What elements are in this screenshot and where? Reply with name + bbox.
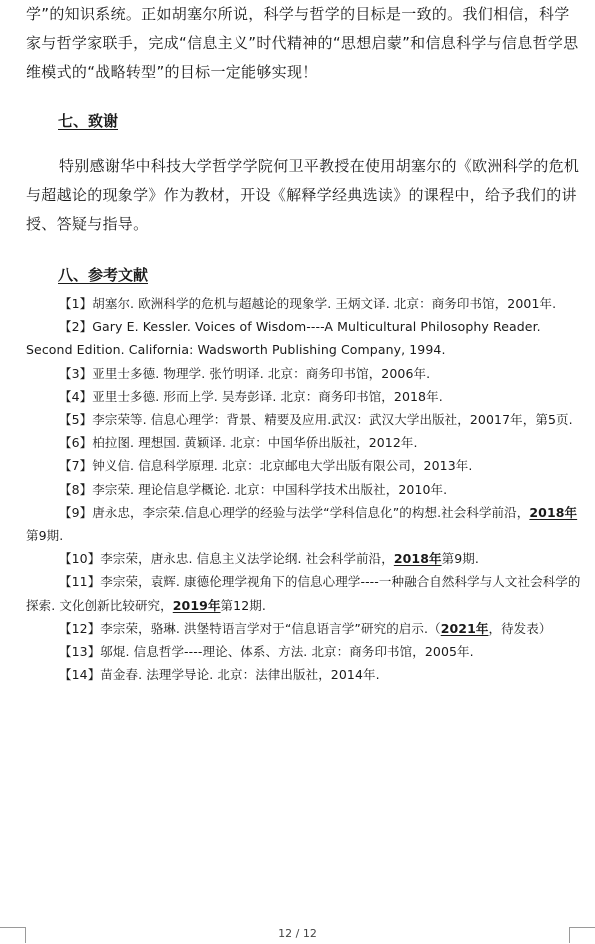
page-number: 12 / 12 (278, 927, 317, 940)
reference-text: 【12】李宗荣，骆琳. 洪堡特语言学对于“信息语言学”研究的启示.（ (59, 620, 441, 636)
reference-year-highlight: 2018年 (393, 551, 442, 567)
section-heading-acknowledgements: 七、致谢 (58, 112, 119, 130)
reference-item: 【8】李宗荣. 理论信息学概论. 北京：中国科学技术出版社，2010年. (59, 481, 448, 497)
reference-text: 【11】李宗荣，袁辉. 康德伦理学视角下的信息心理学----一种融合自然科学与人文社会科学的探索. 文化创新比较研究， (26, 574, 581, 613)
reference-item: 【7】钟义信. 信息科学原理. 北京：北京邮电大学出版有限公司，2013年. (59, 458, 473, 474)
reference-year-highlight: 2021年 (440, 620, 489, 636)
acknowledgements-paragraph: 特别感谢华中科技大学哲学学院何卫平教授在使用胡塞尔的《欧洲科学的危机与超越论的现象学》作为教材，开设《解释学经典选读》的课程中，给予我们的讲授、答疑与指导。 (26, 157, 580, 233)
reference-item (26, 547, 582, 570)
reference-item: 【13】邬焜. 信息哲学----理论、体系、方法. 北京：商务印书馆，2005年. (59, 644, 474, 660)
reference-item: 【2】Gary E. Kessler. Voices of Wisdom----A Multicultural Philosophy Reader. Second Edition. California: Wadsworth Publishing Company, 1994. (26, 319, 541, 358)
reference-text: 第9期. (441, 551, 479, 567)
reference-item: 【6】柏拉图. 理想国. 黄颖译. 北京：中国华侨出版社，2012年. (59, 435, 418, 451)
reference-list (26, 292, 582, 686)
reference-item: 【1】胡塞尔. 欧洲科学的危机与超越论的现象学. 王炳文译. 北京：商务印书馆，2001年. (59, 296, 557, 311)
reference-text: ，待发表） (488, 620, 552, 636)
reference-year-highlight: 2018年 (529, 504, 578, 520)
section-heading-references: 八、参考文献 (58, 266, 149, 284)
reference-text: 第9期. (26, 528, 64, 544)
reference-item: 【14】苗金春. 法理学导论. 北京：法律出版社，2014年. (59, 667, 380, 683)
intro-paragraph: 学”的知识系统。正如胡塞尔所说，科学与哲学的目标是一致的。我们相信，科学家与哲学家联手，完成“信息主义”时代精神的“思想启蒙”和信息科学与信息哲学思维模式的“战略转型”的目标一定能够实现！ (26, 5, 579, 81)
reference-text: 第12期. (220, 597, 266, 613)
reference-item (26, 617, 582, 640)
reference-text: 【10】李宗荣，唐永忠. 信息主义法学论纲. 社会科学前沿， (59, 551, 394, 567)
reference-year-highlight: 2019年 (172, 597, 221, 613)
reference-item (26, 570, 582, 616)
reference-text: 【9】唐永忠，李宗荣.信息心理学的经验与法学“学科信息化”的构想.社会科学前沿， (59, 504, 530, 520)
reference-item: 【3】亚里士多德. 物理学. 张竹明译. 北京：商务印书馆，2006年. (59, 365, 431, 381)
reference-item (26, 501, 582, 547)
reference-item: 【5】李宗荣等. 信息心理学：背景、精要及应用.武汉：武汉大学出版社，20017年，第5页. (59, 412, 573, 428)
reference-item: 【4】亚里士多德. 形而上学. 吴寿彭译. 北京：商务印书馆，2018年. (59, 388, 443, 404)
